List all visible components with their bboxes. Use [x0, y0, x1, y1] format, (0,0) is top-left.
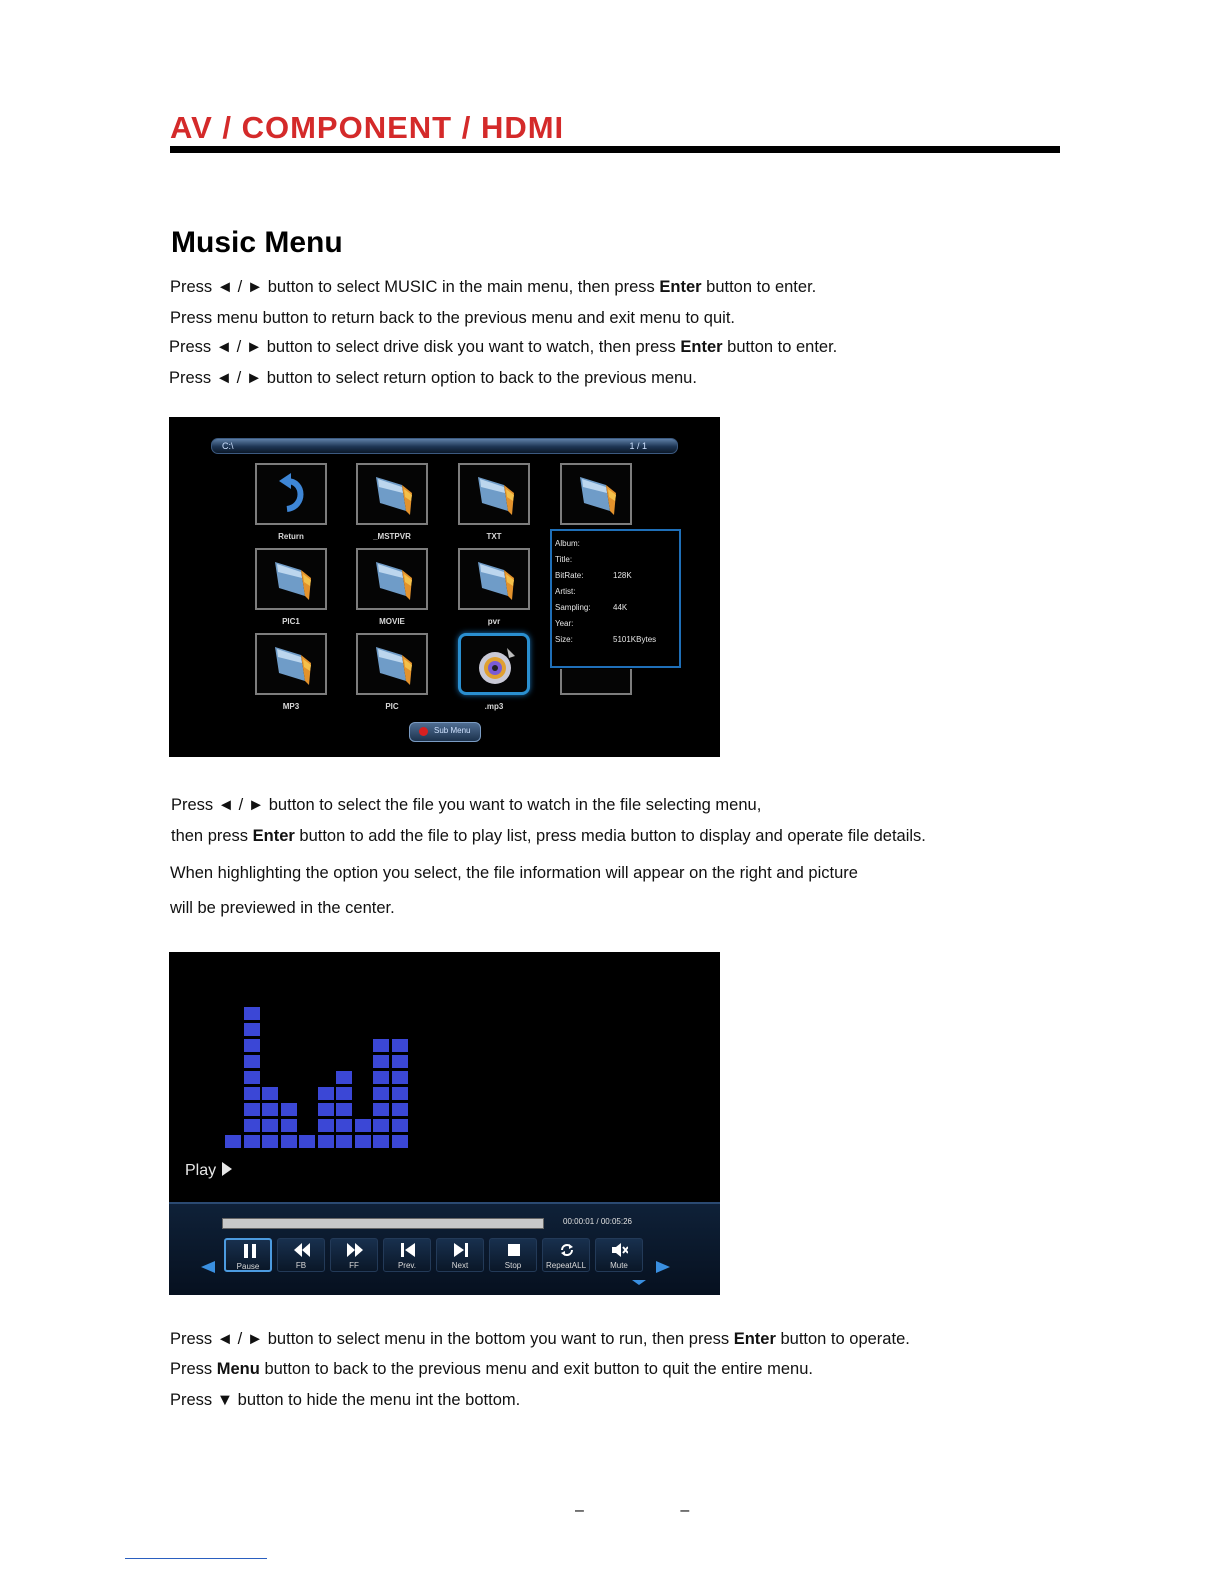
- prev-button[interactable]: [383, 1238, 431, 1272]
- sub-menu-label: Sub Menu: [434, 726, 471, 735]
- instruction-line: Press ◄ / ► button to select the file you want to watch in the file selecting menu,: [171, 796, 762, 814]
- file-tile-label: MOVIE: [379, 617, 405, 626]
- equalizer-cell: [244, 1007, 260, 1020]
- path-label: C:\: [222, 441, 234, 451]
- control-label: Stop: [504, 1261, 522, 1270]
- equalizer-cell: [244, 1071, 260, 1084]
- file-tile-label: _MSTPVR: [373, 532, 411, 541]
- equalizer-cell: [225, 1135, 241, 1148]
- equalizer-cell: [262, 1087, 278, 1100]
- equalizer-cell: [392, 1039, 408, 1052]
- equalizer-cell: [373, 1071, 389, 1084]
- info-title-label: Title:: [555, 555, 573, 564]
- scroll-left-icon[interactable]: [201, 1261, 215, 1273]
- control-label: Pause: [236, 1262, 260, 1271]
- info-size-value: 5101KBytes: [613, 635, 657, 644]
- info-year-label: Year:: [555, 619, 574, 628]
- instruction-line: Press ◄ / ► button to select return option to back to the previous menu.: [169, 369, 697, 387]
- empty-tile: [560, 669, 632, 695]
- file-tile[interactable]: [255, 463, 327, 525]
- info-sampling-label: Sampling:: [555, 603, 591, 612]
- equalizer-cell: [373, 1119, 389, 1132]
- instruction-line: Press menu button to return back to the previous menu and exit menu to quit.: [170, 309, 735, 327]
- control-label: RepeatALL: [545, 1261, 587, 1270]
- info-album-label: Album:: [555, 539, 580, 548]
- instruction-line: When highlighting the option you select, the file information will appear on the right and picture: [170, 864, 858, 882]
- header-rule: [170, 146, 1060, 153]
- instruction-line: Press ◄ / ► button to select drive disk you want to watch, then press Enter button to enter.: [169, 338, 838, 356]
- control-panel: [169, 1202, 720, 1295]
- file-tile-label: pvr: [487, 617, 501, 626]
- control-label: Prev.: [397, 1261, 417, 1270]
- file-tile[interactable]: [255, 548, 327, 610]
- file-tile-label: PIC1: [282, 617, 300, 626]
- equalizer-cell: [262, 1119, 278, 1132]
- equalizer-cell: [373, 1103, 389, 1116]
- file-tile-label: PIC: [385, 702, 399, 711]
- equalizer-cell: [392, 1135, 408, 1148]
- file-tile[interactable]: [458, 633, 530, 695]
- mute-button[interactable]: [595, 1238, 643, 1272]
- equalizer-cell: [392, 1103, 408, 1116]
- instruction-line: Press ◄ / ► button to select menu in the bottom you want to run, then press Enter button to operate.: [170, 1330, 910, 1348]
- equalizer-cell: [244, 1087, 260, 1100]
- equalizer-cell: [299, 1135, 315, 1148]
- next-button[interactable]: [436, 1238, 484, 1272]
- file-info-panel: [550, 529, 681, 668]
- footer-rule: [125, 1558, 267, 1559]
- play-icon: [222, 1162, 232, 1176]
- equalizer-cell: [336, 1119, 352, 1132]
- control-label: Next: [451, 1261, 469, 1270]
- file-tile-label: .mp3: [484, 702, 504, 711]
- file-tile-label: MP3: [282, 702, 300, 711]
- equalizer-cell: [281, 1103, 297, 1116]
- page-number-marks: – –: [575, 1502, 736, 1519]
- scroll-right-icon[interactable]: [656, 1261, 670, 1273]
- equalizer-cell: [373, 1055, 389, 1068]
- equalizer-cell: [244, 1103, 260, 1116]
- equalizer-cell: [392, 1119, 408, 1132]
- equalizer-cell: [392, 1087, 408, 1100]
- equalizer-cell: [373, 1135, 389, 1148]
- equalizer-cell: [244, 1135, 260, 1148]
- stop-button[interactable]: [489, 1238, 537, 1272]
- equalizer-cell: [336, 1103, 352, 1116]
- file-tile-label: TXT: [486, 532, 502, 541]
- file-tile[interactable]: [356, 463, 428, 525]
- sub-menu-button[interactable]: [409, 722, 481, 742]
- control-label: FB: [295, 1261, 307, 1270]
- red-button-icon: [419, 727, 428, 736]
- instruction-line: will be previewed in the center.: [170, 899, 395, 917]
- instruction-line: Press ◄ / ► button to select MUSIC in the main menu, then press Enter button to enter.: [170, 278, 817, 296]
- page-indicator: 1 / 1: [629, 441, 647, 451]
- pause-button[interactable]: [224, 1238, 272, 1272]
- equalizer-cell: [262, 1135, 278, 1148]
- play-status: Play: [185, 1162, 232, 1180]
- equalizer-cell: [244, 1055, 260, 1068]
- path-bar: [211, 438, 678, 454]
- equalizer-cell: [336, 1135, 352, 1148]
- equalizer-cell: [244, 1039, 260, 1052]
- info-bitrate-label: BitRate:: [555, 571, 584, 580]
- control-label: Mute: [610, 1261, 628, 1270]
- equalizer-cell: [262, 1103, 278, 1116]
- equalizer-cell: [281, 1119, 297, 1132]
- info-bitrate-value: 128K: [613, 571, 632, 580]
- info-sampling-value: 44K: [613, 603, 628, 612]
- equalizer-cell: [281, 1135, 297, 1148]
- progress-bar[interactable]: [222, 1218, 544, 1229]
- hide-menu-icon[interactable]: [632, 1280, 646, 1285]
- file-tile-label: Return: [278, 532, 304, 541]
- ff-button[interactable]: [330, 1238, 378, 1272]
- equalizer-cell: [355, 1135, 371, 1148]
- equalizer-cell: [318, 1135, 334, 1148]
- equalizer-cell: [373, 1087, 389, 1100]
- fb-button[interactable]: [277, 1238, 325, 1272]
- instruction-line: Press Menu button to back to the previous menu and exit button to quit the entire menu.: [170, 1360, 813, 1378]
- equalizer-cell: [392, 1071, 408, 1084]
- file-tile[interactable]: [255, 633, 327, 695]
- file-tile[interactable]: [458, 463, 530, 525]
- file-browser-screenshot: [169, 417, 720, 757]
- instruction-line: Press ▼ button to hide the menu int the bottom.: [170, 1391, 521, 1409]
- equalizer-cell: [392, 1055, 408, 1068]
- music-player-screenshot: [169, 952, 720, 1295]
- control-label: FF: [349, 1261, 359, 1270]
- equalizer-cell: [318, 1087, 334, 1100]
- progress-fill: [223, 1219, 543, 1228]
- equalizer-cell: [336, 1087, 352, 1100]
- page-header-title: AV / COMPONENT / HDMI: [170, 110, 565, 145]
- file-tile[interactable]: [560, 463, 632, 525]
- equalizer-cell: [318, 1119, 334, 1132]
- equalizer-cell: [318, 1103, 334, 1116]
- file-tile[interactable]: [356, 633, 428, 695]
- equalizer-cell: [244, 1119, 260, 1132]
- info-artist-label: Artist:: [555, 587, 576, 596]
- info-size-label: Size:: [555, 635, 573, 644]
- equalizer-cell: [244, 1023, 260, 1036]
- repeatall-button[interactable]: [542, 1238, 590, 1272]
- instruction-line: then press Enter button to add the file to play list, press media button to display and operate file details.: [171, 827, 926, 845]
- equalizer-cell: [373, 1039, 389, 1052]
- file-tile[interactable]: [458, 548, 530, 610]
- equalizer-cell: [336, 1071, 352, 1084]
- equalizer-cell: [355, 1119, 371, 1132]
- section-title: Music Menu: [171, 226, 343, 259]
- file-tile[interactable]: [356, 548, 428, 610]
- time-readout: 00:00:01 / 00:05:26: [563, 1217, 632, 1226]
